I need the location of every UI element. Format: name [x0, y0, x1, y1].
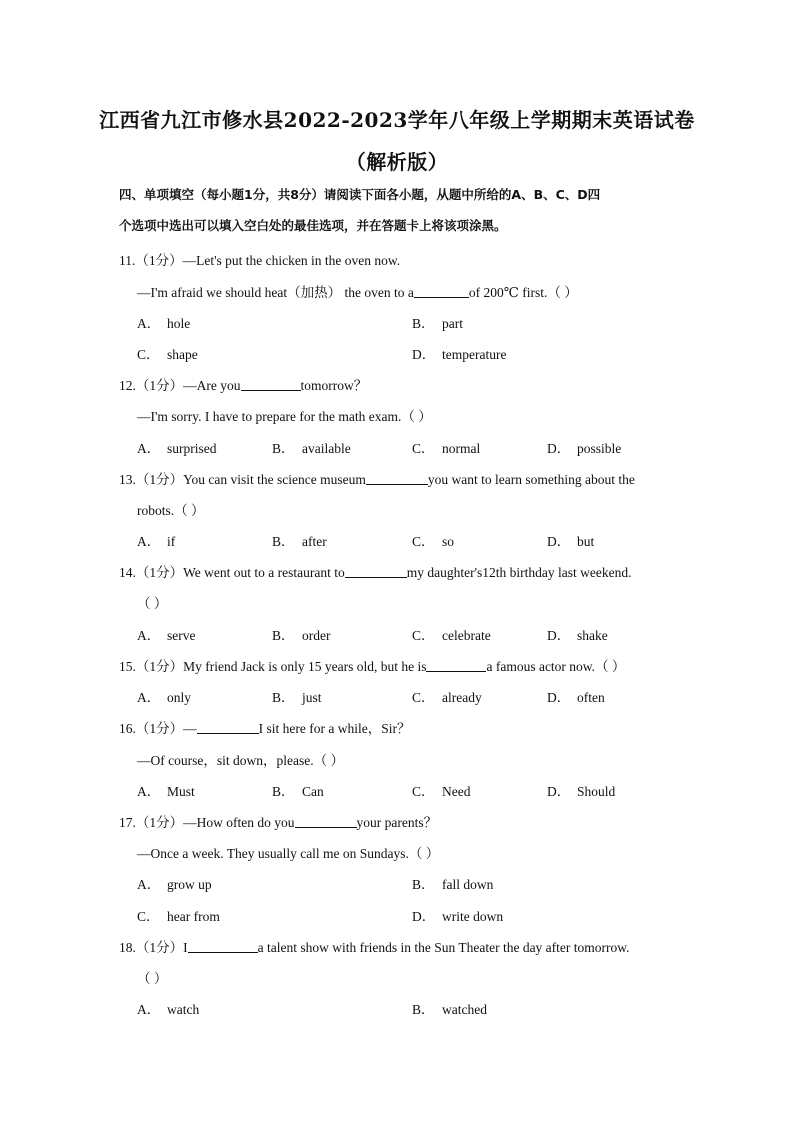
question-18-option-a[interactable]: A． watch: [137, 1002, 200, 1017]
question-13-stem-line1: 13.（1分）You can visit the science museum you want to learn something about the: [119, 472, 635, 487]
question-13-option-c[interactable]: C． so: [412, 534, 455, 549]
question-17-option-c[interactable]: C． hear from: [137, 909, 220, 924]
question-15-option-a[interactable]: A． only: [137, 690, 192, 705]
question-13-option-d[interactable]: D． but: [547, 534, 595, 549]
question-14-option-c[interactable]: C． celebrate: [412, 628, 491, 643]
question-14-stem-line1: 14.（1分）We went out to a restaurant to my daughter's12th birthday last weekend.: [119, 565, 632, 580]
question-16-stem-line1: 16.（1分）— I sit here for a while，Sir？: [119, 721, 411, 736]
question-13-option-b[interactable]: B． after: [272, 534, 327, 549]
question-14-stem-line2: （ ）: [137, 596, 168, 611]
question-18-stem-line1: 18.（1分）I a talent show with friends in the Sun Theater the day after tomorrow.: [119, 940, 630, 955]
question-17-option-d[interactable]: D． write down: [412, 909, 504, 924]
question-12-stem-line2: —I'm sorry. I have to prepare for the math exam.（ ）: [137, 409, 432, 424]
question-number: 17.（1分）: [119, 815, 184, 830]
question-number: 13.（1分）: [119, 472, 184, 487]
answer-blank[interactable]: [241, 377, 301, 391]
answer-blank[interactable]: [197, 720, 259, 734]
section-instruction-line1: 四、单项填空（每小题1分，共8分）请阅读下面各小题，从题中所给的A、B、C、D四: [119, 187, 601, 202]
question-16-option-a[interactable]: A． Must: [137, 784, 195, 799]
question-15-option-b[interactable]: B． just: [272, 690, 322, 705]
question-number: 18.（1分）: [119, 940, 184, 955]
question-11-option-c[interactable]: C． shape: [137, 347, 198, 362]
question-12-option-d[interactable]: D． possible: [547, 441, 622, 456]
answer-blank[interactable]: [295, 814, 357, 828]
question-number: 14.（1分）: [119, 565, 184, 580]
question-number: 16.（1分）: [119, 721, 184, 736]
question-12-option-c[interactable]: C． normal: [412, 441, 481, 456]
question-11-option-b[interactable]: B． part: [412, 316, 463, 331]
question-12-option-b[interactable]: B． available: [272, 441, 351, 456]
question-number: 15.（1分）: [119, 659, 184, 674]
answer-blank[interactable]: [414, 284, 469, 298]
question-18-stem-line2: （ ）: [137, 971, 168, 986]
question-13-option-a[interactable]: A． if: [137, 534, 176, 549]
question-14-option-d[interactable]: D． shake: [547, 628, 608, 643]
question-15-option-d[interactable]: D． often: [547, 690, 605, 705]
question-17-stem-line1: 17.（1分）—How often do you your parents？: [119, 815, 438, 830]
question-16-stem-line2: —Of course，sit down，please.（ ）: [137, 753, 344, 768]
question-11-stem-line2: —I'm afraid we should heat（加热） the oven to a of 200℃ first.（ ）: [137, 285, 578, 300]
question-16-option-d[interactable]: D． Should: [547, 784, 616, 799]
question-11-stem-line1: 11.（1分）—Let's put the chicken in the oven now.: [119, 253, 401, 268]
question-17-stem-line2: —Once a week. They usually call me on Sundays.（ ）: [137, 846, 440, 861]
question-17-option-b[interactable]: B． fall down: [412, 877, 494, 892]
answer-blank[interactable]: [188, 939, 258, 953]
question-11-option-d[interactable]: D． temperature: [412, 347, 507, 362]
question-14-option-a[interactable]: A． serve: [137, 628, 196, 643]
question-12-option-a[interactable]: A． surprised: [137, 441, 217, 456]
answer-blank[interactable]: [345, 564, 407, 578]
question-14-option-b[interactable]: B． order: [272, 628, 331, 643]
question-number: 12.（1分）: [119, 378, 184, 393]
question-11-option-a[interactable]: A． hole: [137, 316, 191, 331]
question-16-option-b[interactable]: B． Can: [272, 784, 324, 799]
question-12-stem-line1: 12.（1分）—Are you tomorrow？: [119, 378, 368, 393]
answer-blank[interactable]: [426, 658, 486, 672]
question-15-stem-line1: 15.（1分）My friend Jack is only 15 years old, but he is a famous actor now.（ ）: [119, 659, 626, 674]
page-title: 江西省九江市修水县2022-2023学年八年级上学期期末英语试卷: [99, 108, 695, 132]
question-16-option-c[interactable]: C． Need: [412, 784, 471, 799]
question-17-option-a[interactable]: A． grow up: [137, 877, 212, 892]
question-18-option-b[interactable]: B． watched: [412, 1002, 487, 1017]
question-number: 11.（1分）: [119, 253, 183, 268]
question-13-stem-line2: robots.（ ）: [137, 503, 205, 518]
answer-blank[interactable]: [366, 471, 428, 485]
section-instruction: [119, 179, 679, 241]
section-instruction-line2: 个选项中选出可以填入空白处的最佳选项，并在答题卡上将该项涂黑。: [119, 218, 507, 233]
page-subtitle: （解析版）: [345, 150, 449, 174]
question-15-option-c[interactable]: C． already: [412, 690, 482, 705]
